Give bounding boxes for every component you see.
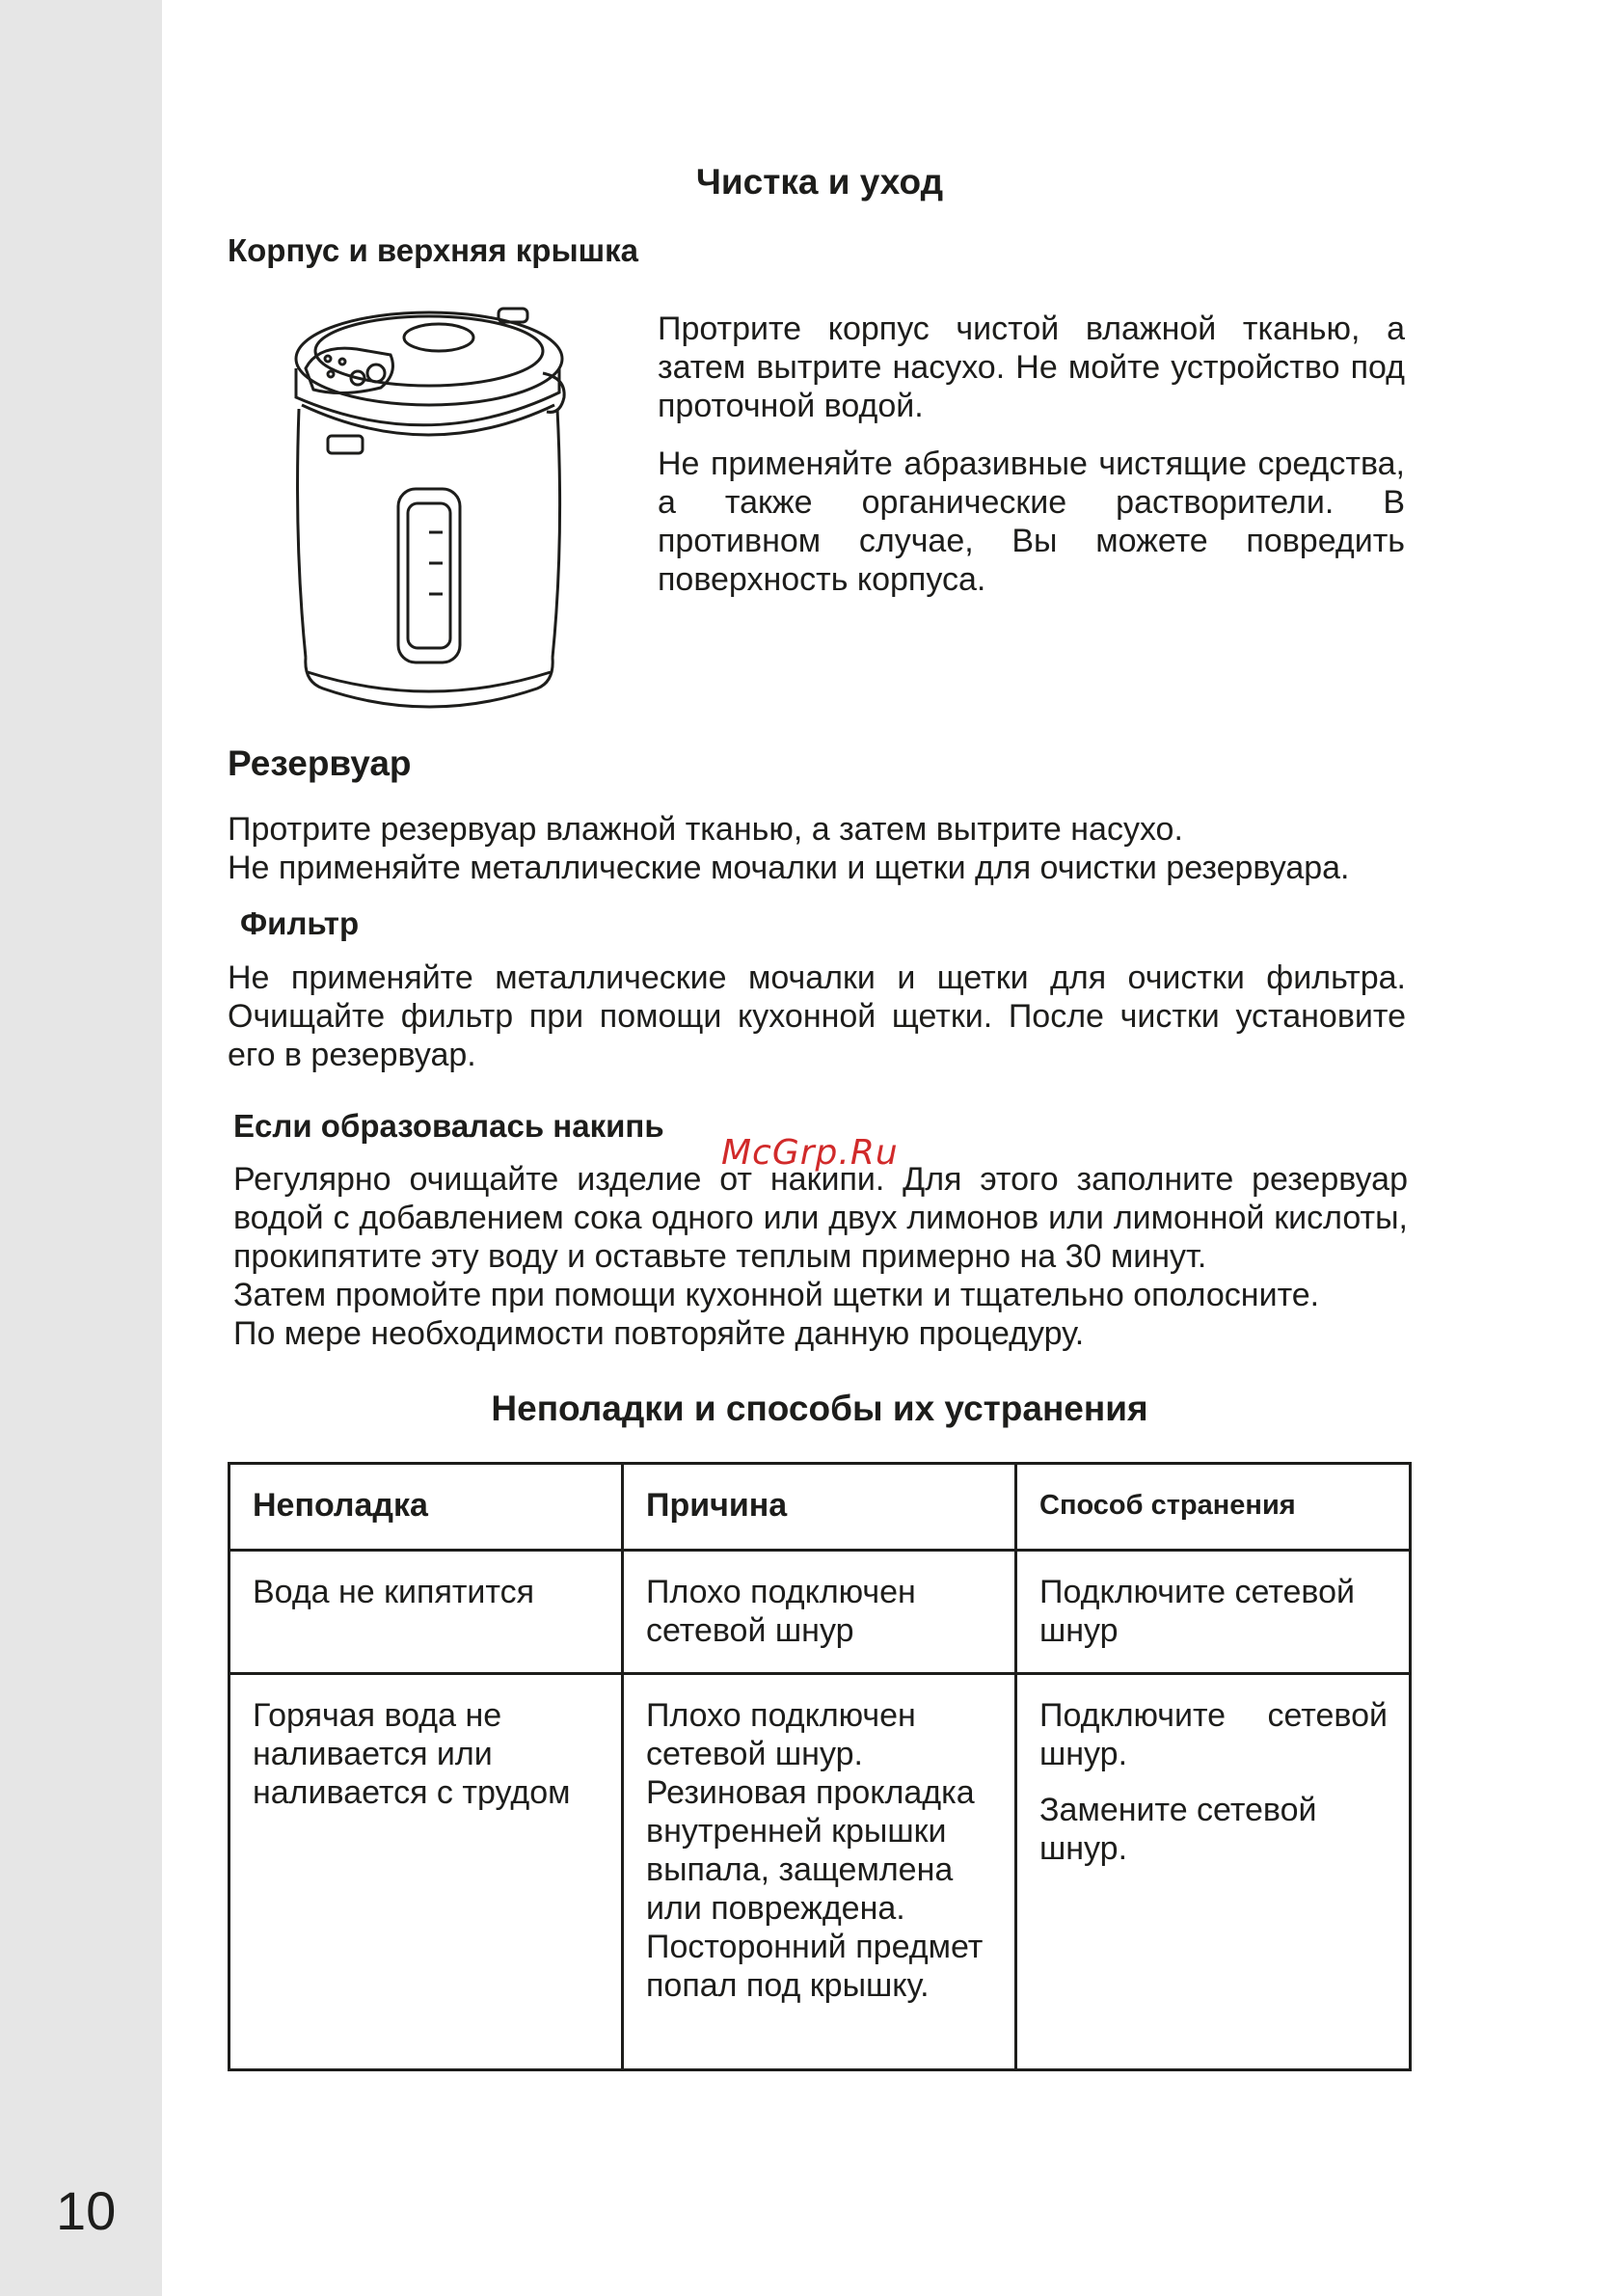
filter-heading: Фильтр [240, 905, 360, 941]
reservoir-heading: Резервуар [228, 743, 412, 783]
table-header-row [229, 1464, 1411, 1551]
header-remedy: Способ странения [1016, 1464, 1411, 1551]
cause-cell: Плохо подключен сетевой шнур. Резиновая прокладка внутренней крышки выпала, защемлена или повреждена. Посторонний предмет попал под крышку. [623, 1674, 1016, 2070]
thermopot-illustration [284, 301, 574, 711]
table-row [229, 1551, 1411, 1674]
watermark-text: McGrp.Ru [721, 1133, 899, 1173]
remedy-text: Подключите сетевой шнур. [1039, 1697, 1388, 1772]
troubleshooting-table [228, 1462, 1412, 2071]
table-row [229, 1674, 1411, 2070]
remedy-cell [1016, 1674, 1411, 2070]
page-title: Чистка и уход [695, 162, 944, 202]
filter-paragraph: Не применяйте металлические мочалки и щетки для очистки фильтра. Очищайте фильтр при помощи кухонной щетки. После чистки установите его в резервуар. [228, 959, 1406, 1073]
cause-cell: Плохо подключен сетевой шнур [623, 1551, 1016, 1674]
body-cleaning-paragraph: Протрите корпус чистой влажной тканью, а затем вытрите насухо. Не мойте устройство под проточной водой. [658, 311, 1405, 424]
scale-heading: Если образовалась накипь [233, 1108, 664, 1144]
lid-outline [296, 312, 562, 405]
header-problem: Неполадка [229, 1464, 623, 1551]
header-cause: Причина [623, 1464, 1016, 1551]
reservoir-paragraph: Протрите резервуар влажной тканью, а затем вытрите насухо. Не применяйте металлические мочалки и щетки для очистки резервуара. [228, 811, 1350, 886]
remedy-cell [1016, 1551, 1411, 1674]
problem-cell: Горячая вода не наливается или наливается с трудом [229, 1674, 623, 2070]
abrasive-warning-paragraph: Не применяйте абразивные чистящие средства, а также органические растворители. В противном случае, Вы можете повредить поверхность корпуса. [658, 446, 1405, 598]
page-side-strip [0, 0, 162, 2296]
remedy-text: Подключите сетевой шнур [1039, 1574, 1356, 1649]
problem-cell: Вода не кипятится [229, 1551, 623, 1674]
body-lid-heading: Корпус и верхняя крышка [228, 232, 639, 268]
remedy-text-2: Замените сетевой шнур. [1039, 1792, 1317, 1867]
troubleshooting-title: Неполадки и способы их устранения [491, 1389, 1148, 1428]
scale-paragraph: Регулярно очищайте изделие от накипи. Для этого заполните резервуар водой с добавлением сока одного или двух лимонов или лимонной кислоты, прокипятите эту воду и оставьте теплым примерно на 30 минут. Затем промойте при помощи кухонной щетки и тщательно ополосните. По мере необходимости повторяйте данную процедуру. [233, 1161, 1408, 1352]
page-number: 10 [56, 2180, 117, 2241]
